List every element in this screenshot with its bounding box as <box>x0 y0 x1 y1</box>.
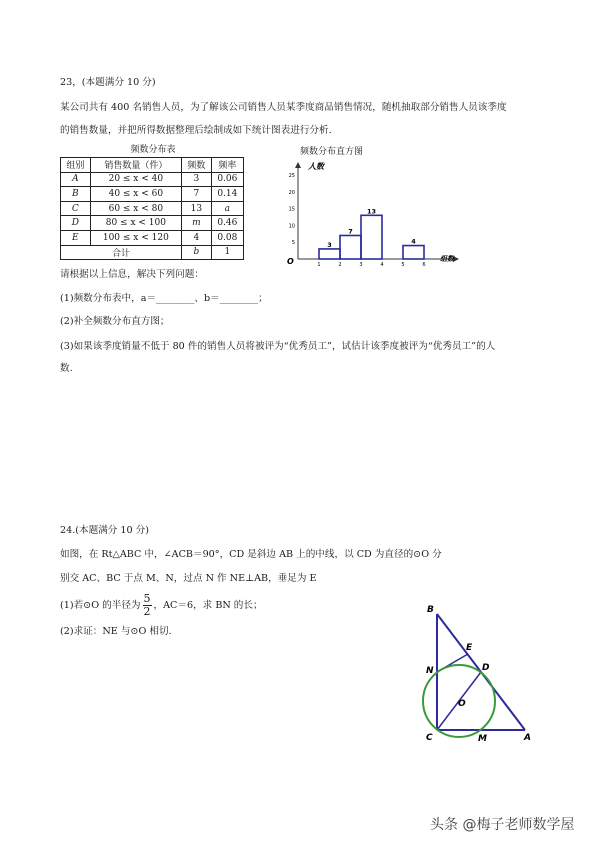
table-header-cell: 组别 <box>61 158 91 173</box>
table-cell: E <box>61 230 91 245</box>
q23-part3-line2: 数. <box>60 363 73 374</box>
table-cell: 20 ≤ x < 40 <box>90 172 181 187</box>
fraction-denominator: 2 <box>143 604 151 618</box>
label-n: N <box>426 666 434 676</box>
fraction-numerator: 5 <box>143 591 151 605</box>
x-tick-label: 2 <box>338 262 342 268</box>
table-cell: 4 <box>182 230 212 245</box>
table-cell: m <box>182 216 212 231</box>
histogram-bar <box>361 215 382 259</box>
table-cell: 0.08 <box>211 230 243 245</box>
watermark: 头条 @梅子老师数学屋 <box>430 817 575 833</box>
table-cell: 合计 <box>61 245 182 260</box>
bar-data-label: 7 <box>348 227 353 236</box>
table-cell: 100 ≤ x < 120 <box>90 230 181 245</box>
x-tick-label: 3 <box>359 262 363 268</box>
bar-data-label: 4 <box>411 237 416 246</box>
q24-part1-prefix: (1)若⊙O 的半径为 <box>60 599 141 611</box>
table-cell: 40 ≤ x < 60 <box>90 187 181 202</box>
label-c: C <box>426 733 433 743</box>
table-total-row <box>61 245 244 260</box>
table-header-cell: 销售数量（件） <box>90 158 181 173</box>
y-tick-label: 20 <box>288 189 295 196</box>
table-cell: C <box>61 201 91 216</box>
label-m: M <box>478 734 487 744</box>
label-o: O <box>458 699 466 709</box>
q24-header: 24.(本题满分 10 分) <box>60 525 150 536</box>
label-b: B <box>427 605 434 615</box>
table-cell: D <box>61 216 91 231</box>
q23-intro-line2: 的销售数量，并把所得数据整理后绘制成如下统计图表进行分析. <box>60 125 332 136</box>
q23-prompt: 请根据以上信息，解决下列问题： <box>60 269 204 280</box>
bar-data-label: 3 <box>327 240 332 249</box>
table-row <box>61 230 244 245</box>
bar-data-label: 13 <box>366 207 377 216</box>
x-tick-label: 6 <box>422 262 426 268</box>
y-tick-label: 15 <box>288 206 295 213</box>
y-axis-label: 人数 <box>308 162 324 171</box>
q23-part3-line1: (3)如果该季度销量不低于 80 件的销售人员将被评为“优秀员工”，试估计该季度被评为“优秀员工”的人 <box>60 341 496 352</box>
geometry-figure <box>410 600 550 748</box>
table-cell: 0.14 <box>211 187 243 202</box>
label-d: D <box>482 663 490 673</box>
x-tick-label: 4 <box>380 262 384 268</box>
table-cell: b <box>182 245 212 260</box>
q24-part1 <box>60 590 263 620</box>
q23-part1: (1)频数分布表中，a＝________、b＝________； <box>60 293 268 304</box>
histogram-bar <box>340 235 361 259</box>
q23-header: 23，(本题满分 10 分) <box>60 77 156 88</box>
table-cell: 7 <box>182 187 212 202</box>
y-tick-label: 10 <box>288 223 295 230</box>
fraction <box>143 593 152 618</box>
table-cell: A <box>61 172 91 187</box>
table-header-cell: 频数 <box>182 158 212 173</box>
table-cell: 1 <box>211 245 243 260</box>
x-tick-label: 5 <box>401 262 405 268</box>
table-cell: a <box>211 201 243 216</box>
q24-line2: 别交 AC、BC 于点 M、N，过点 N 作 NE⊥AB，垂足为 E <box>60 573 317 584</box>
frequency-histogram <box>278 155 468 270</box>
table-row <box>61 187 244 202</box>
histogram-bar <box>319 249 340 259</box>
q23-intro-line1: 某公司共有 400 名销售人员，为了解该公司销售人员某季度商品销售情况，随机抽取部分销售人员该季度 <box>60 102 507 113</box>
table-header-cell: 频率 <box>211 158 243 173</box>
q24-part2: (2)求证：NE 与⊙O 相切. <box>60 626 172 637</box>
histogram-bar <box>403 246 424 259</box>
q24-part1-suffix: ，AC＝6，求 BN 的长； <box>153 599 263 611</box>
table-cell: 60 ≤ x < 80 <box>90 201 181 216</box>
table-row <box>61 172 244 187</box>
frequency-table <box>60 157 244 260</box>
table-cell: 13 <box>182 201 212 216</box>
table-cell: 0.46 <box>211 216 243 231</box>
table-cell: 3 <box>182 172 212 187</box>
x-tick-label: 1 <box>317 262 321 268</box>
label-a: A <box>524 733 531 743</box>
origin-label: O <box>287 257 294 266</box>
table-cell: 80 ≤ x < 100 <box>90 216 181 231</box>
y-tick-label: 5 <box>291 240 295 247</box>
label-e: E <box>466 643 473 653</box>
frequency-table-title: 频数分布表 <box>130 145 176 155</box>
q24-line1: 如图，在 Rt△ABC 中，∠ACB＝90°，CD 是斜边 AB 上的中线，以 CD 为直径的⊙O 分 <box>60 549 442 560</box>
y-tick-label: 25 <box>288 173 295 179</box>
q23-part2: (2)补全频数分布直方图； <box>60 316 170 327</box>
table-cell: B <box>61 187 91 202</box>
table-cell: 0.06 <box>211 172 243 187</box>
table-row <box>61 201 244 216</box>
histogram-title: 频数分布直方图 <box>300 147 364 157</box>
table-row <box>61 216 244 231</box>
x-axis-label: 组数 <box>440 255 454 263</box>
table-header-row <box>61 158 244 173</box>
